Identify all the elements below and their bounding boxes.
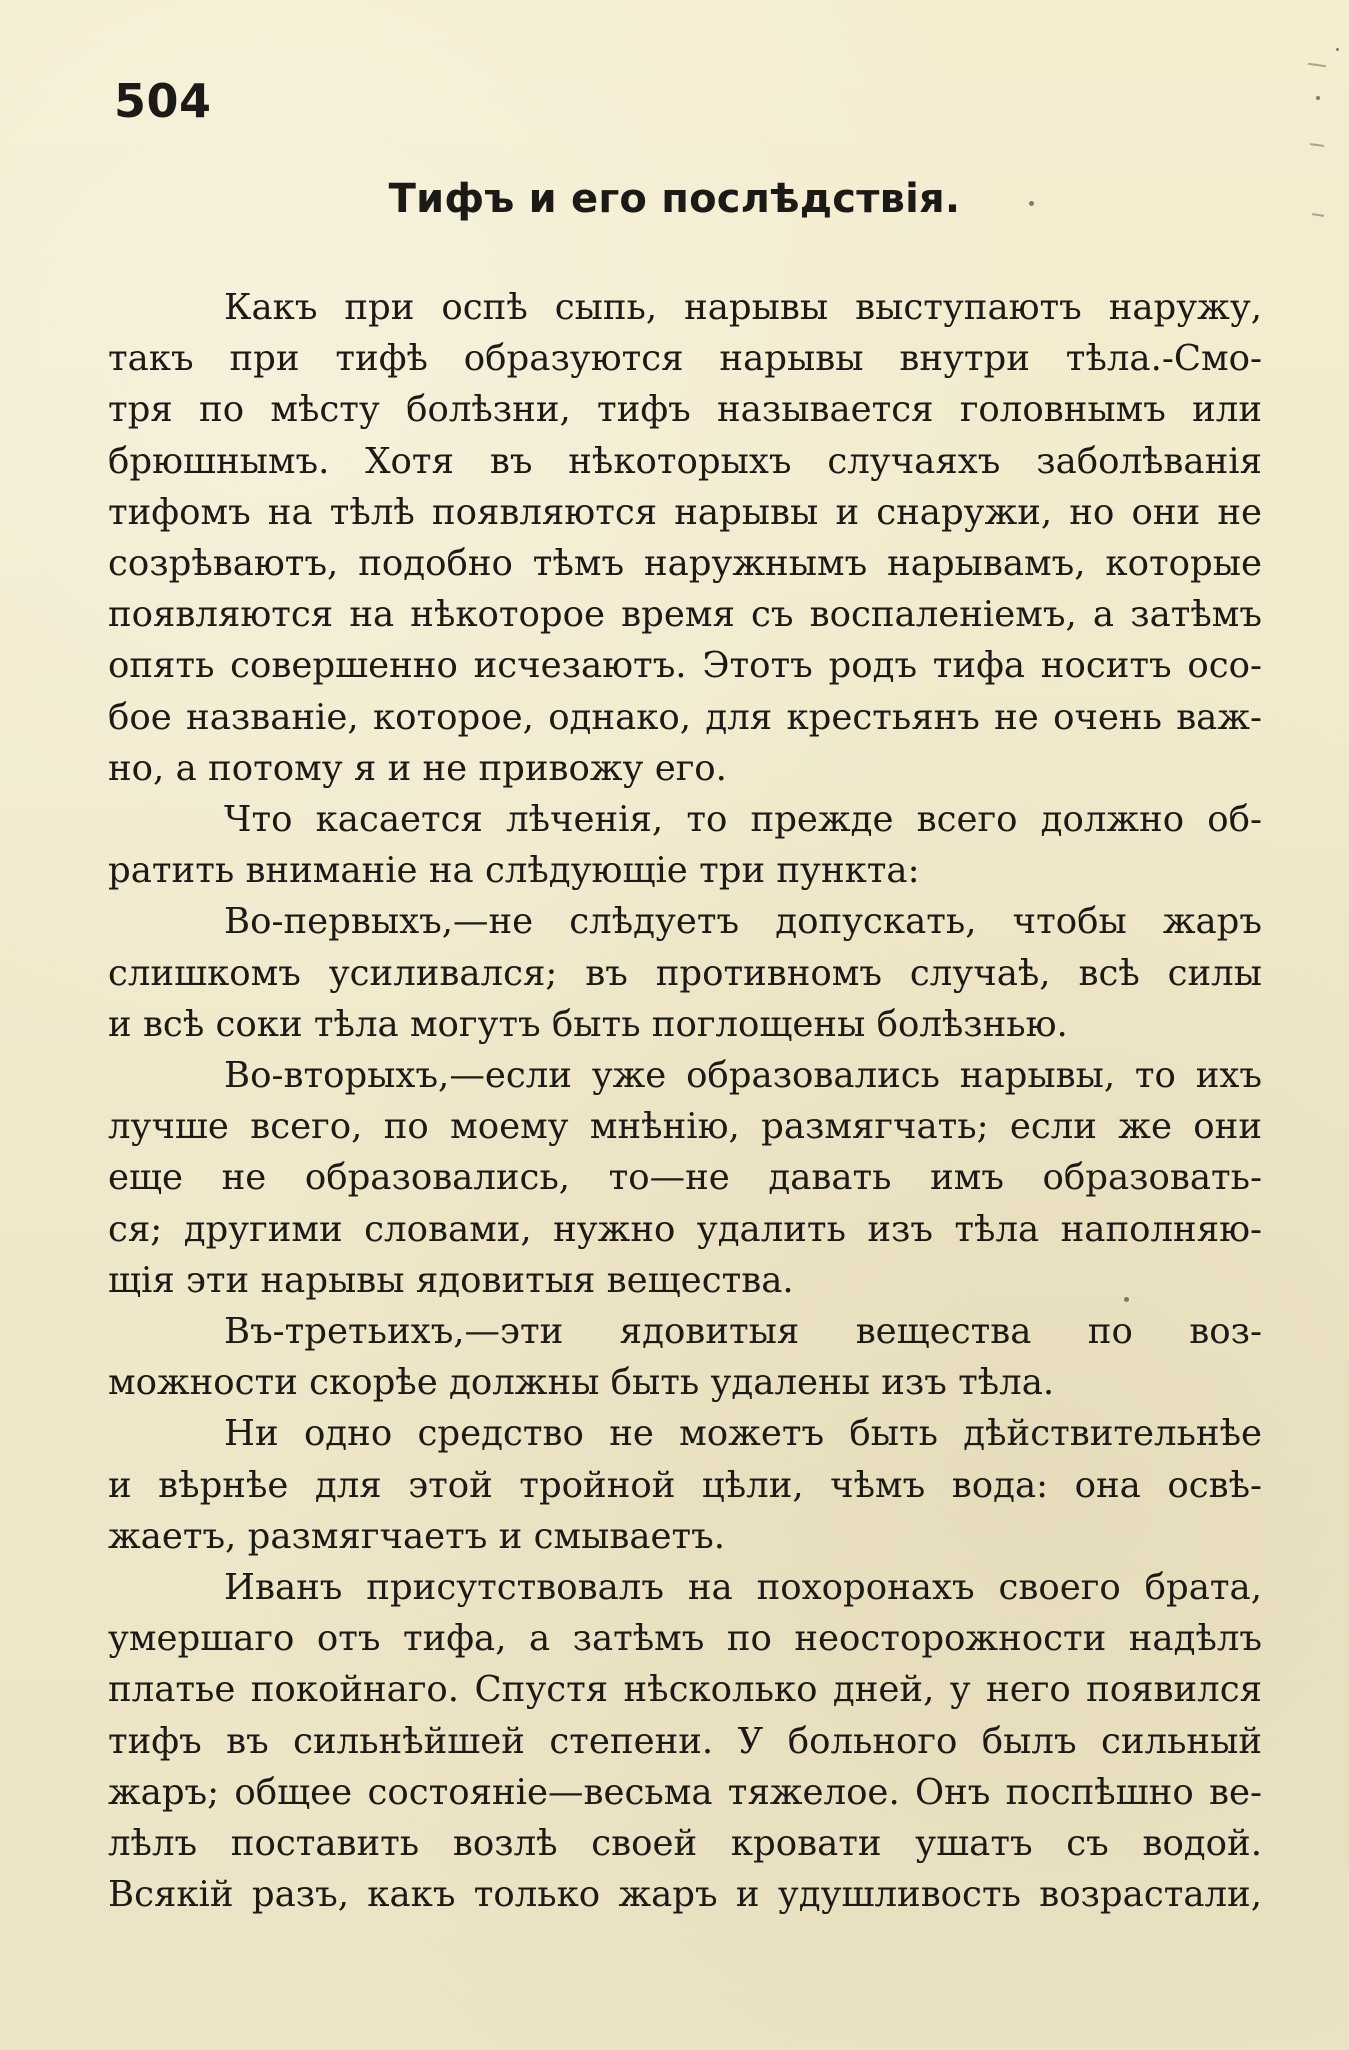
text-line: Всякій разъ, какъ только жаръ и удушливость возрастали, <box>108 1874 1262 1916</box>
text-line: брюшнымъ. Хотя въ нѣкоторыхъ случаяхъ заболѣванія <box>108 440 1262 482</box>
text-line: Ни одно средство не можетъ быть дѣйствительнѣе <box>224 1413 1262 1455</box>
text-line: ратить вниманіе на слѣдующіе три пункта: <box>108 850 920 892</box>
text-line: Иванъ присутствовалъ на похоронахъ своего брата, <box>224 1567 1262 1609</box>
text-line: бое названіе, которое, однако, для крестьянъ не очень важ- <box>108 696 1262 738</box>
text-line: и всѣ соки тѣла могутъ быть поглощены болѣзнью. <box>108 1003 1068 1045</box>
text-line: платье покойнаго. Спустя нѣсколько дней, у него появился <box>108 1669 1262 1711</box>
text-line: умершаго отъ тифа, а затѣмъ по неосторожности надѣлъ <box>108 1618 1262 1660</box>
text-line: можности скорѣе должны быть удалены изъ тѣла. <box>108 1362 1055 1404</box>
text-line: и вѣрнѣе для этой тройной цѣли, чѣмъ вода: она освѣ- <box>108 1464 1262 1506</box>
page-number: 504 <box>114 74 212 128</box>
text-line: такъ при тифѣ образуются нарывы внутри тѣла.-Смо- <box>108 338 1262 380</box>
text-line: Во-первыхъ,—не слѣдуетъ допускать, чтобы жаръ <box>224 901 1262 943</box>
text-line: щія эти нарывы ядовитыя вещества. <box>108 1259 794 1301</box>
text-line: Во-вторыхъ,—если уже образовались нарывы, то ихъ <box>224 1055 1262 1097</box>
text-line: Въ-третьихъ,—эти ядовитыя вещества по воз- <box>224 1311 1262 1353</box>
paper-mark <box>1308 63 1326 67</box>
text-line: жаръ; общее состояніе—весьма тяжелое. Онъ поспѣшно ве- <box>108 1771 1262 1813</box>
text-line: лѣлъ поставить возлѣ своей кровати ушатъ съ водой. <box>108 1823 1262 1865</box>
text-line: жаетъ, размягчаетъ и смываетъ. <box>108 1515 726 1557</box>
body-text <box>108 282 1262 1921</box>
text-line: Какъ при оспѣ сыпь, нарывы выступаютъ наружу, <box>224 287 1262 328</box>
paper-mark <box>1310 143 1324 147</box>
text-line: Что касается лѣченія, то прежде всего должно об- <box>224 799 1262 841</box>
page-title: Тифъ и его послѣдствія. <box>388 176 961 222</box>
text-line: слишкомъ усиливался; въ противномъ случаѣ, всѣ силы <box>108 952 1262 994</box>
paper-speck <box>1336 48 1339 51</box>
text-line: тифъ въ сильнѣйшей степени. У больного былъ сильный <box>108 1720 1262 1762</box>
text-line: но, а потому я и не привожу его. <box>108 747 727 789</box>
text-line: лучше всего, по моему мнѣнію, размягчать; если же они <box>108 1106 1262 1148</box>
text-line: ся; другими словами, нужно удалить изъ тѣла наполняю- <box>108 1208 1262 1250</box>
text-line: тифомъ на тѣлѣ появляются нарывы и снаружи, но они не <box>108 491 1262 533</box>
text-line: созрѣваютъ, подобно тѣмъ наружнымъ нарывамъ, которые <box>108 543 1262 585</box>
paper-speck <box>1316 96 1320 100</box>
text-line: еще не образовались, то—не давать имъ образовать- <box>108 1157 1262 1199</box>
text-line: опять совершенно исчезаютъ. Этотъ родъ тифа носитъ осо- <box>108 645 1262 687</box>
paper-speck <box>1124 1297 1129 1302</box>
text-line: тря по мѣсту болѣзни, тифъ называется головнымъ или <box>108 389 1262 431</box>
paper-speck <box>1029 201 1034 206</box>
text-line: появляются на нѣкоторое время съ воспаленіемъ, а затѣмъ <box>108 594 1262 636</box>
